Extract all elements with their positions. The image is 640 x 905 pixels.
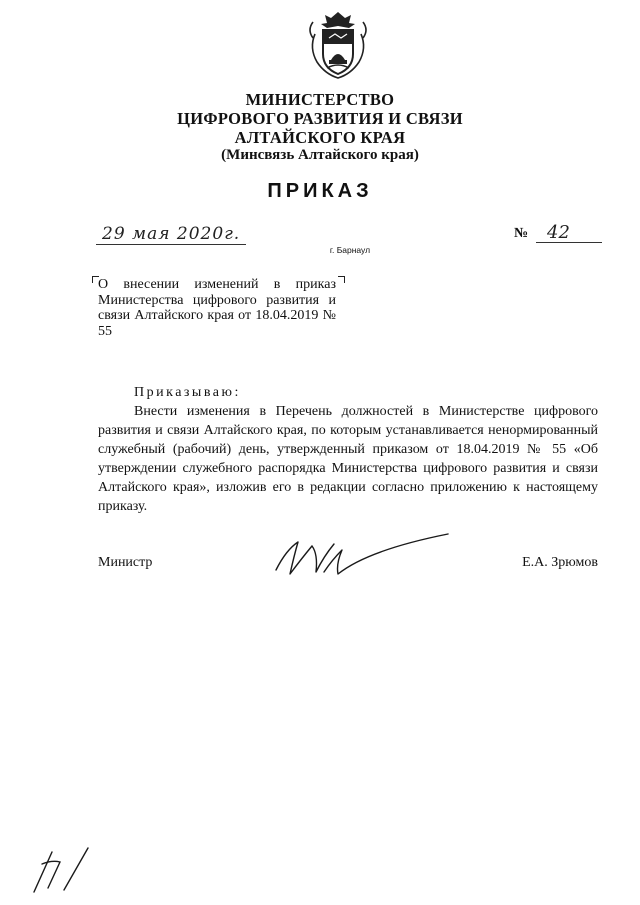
- order-text: Внести изменения в Перечень должностей в Министерстве цифрового развития и связи Алтайского края, по которым устанавливается ненормированный служебный (рабочий) день, утвержденный приказом от 18.04.2019 № 55 «Об утверждении служебного распорядка Министерства цифрового развития и связи Алтайского края», изложив его в редакции согласно приложению к настоящему приказу.: [98, 404, 598, 514]
- number-underline: [536, 242, 602, 243]
- document-type-title: ПРИКАЗ: [267, 180, 373, 202]
- date-handwritten: 29 мая 2020г.: [102, 224, 241, 244]
- ministry-name-line-2: ЦИФРОВОГО РАЗВИТИЯ И СВЯЗИ: [177, 109, 463, 128]
- ministry-name-line-1: МИНИСТЕРСТВО: [245, 90, 395, 109]
- signer-name: Е.А. Зрюмов: [522, 555, 598, 570]
- ministry-short-name: (Минсвязь Алтайского края): [221, 147, 419, 163]
- signer-position: Министр: [98, 555, 153, 570]
- order-word: Приказываю:: [134, 385, 241, 400]
- subject-bracket-right: [338, 276, 345, 283]
- subject-text: О внесении изменений в приказ Министерства цифрового развития и связи Алтайского края от 18.04.2019 № 55: [98, 277, 336, 339]
- number-handwritten: 42: [547, 222, 570, 243]
- city-label: г. Барнаул: [329, 245, 371, 255]
- number-field: [514, 222, 604, 248]
- handwritten-page-mark-icon: [30, 846, 94, 896]
- number-label: №: [514, 226, 529, 241]
- handwritten-signature-icon: [272, 520, 452, 590]
- coat-of-arms-emblem-icon: [305, 8, 371, 82]
- order-body: [98, 383, 598, 516]
- ministry-name-line-3: АЛТАЙСКОГО КРАЯ: [234, 128, 406, 147]
